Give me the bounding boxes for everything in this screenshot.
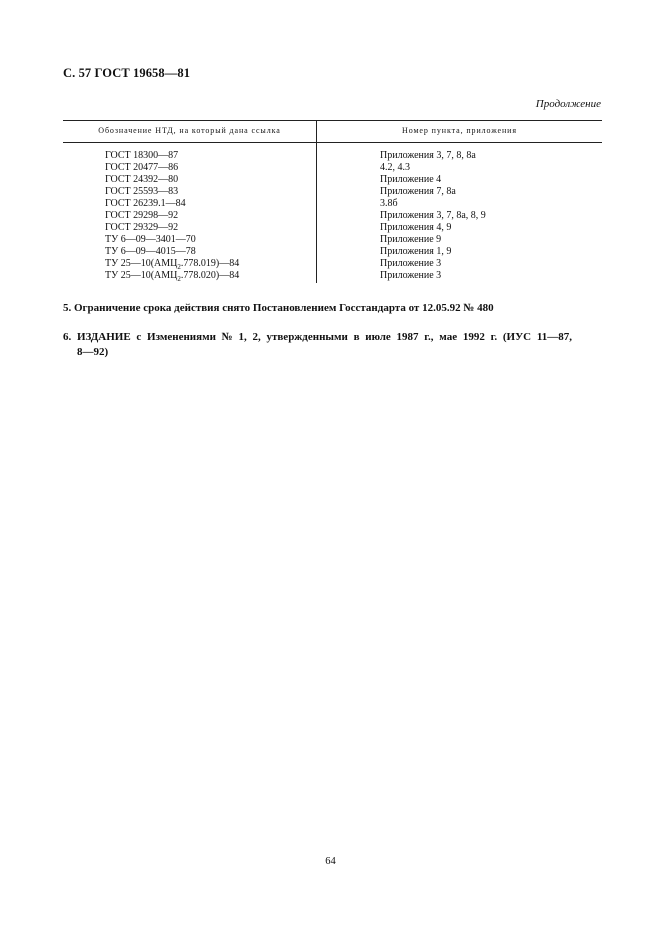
- document-cell: ГОСТ 26239.1—84: [105, 198, 186, 209]
- page-number: 64: [325, 856, 336, 867]
- table-row: [63, 270, 602, 282]
- table-row: [63, 174, 602, 186]
- table-row: [63, 210, 602, 222]
- document-cell: ТУ 6—09—3401—70: [105, 234, 196, 245]
- table-row: [63, 258, 602, 270]
- reference-cell: Приложение 3: [380, 270, 442, 281]
- document-cell-subscript: 2: [177, 275, 181, 283]
- table-row: [63, 198, 602, 210]
- column-header-reference: Номер пункта, приложения: [402, 126, 517, 135]
- reference-cell: 4.2, 4.3: [380, 162, 410, 173]
- document-cell: [105, 270, 239, 285]
- document-cell-tail: .778.020)—84: [180, 270, 240, 281]
- page-header: С. 57 ГОСТ 19658—81: [63, 66, 191, 80]
- document-cell-tail: .778.019)—84: [180, 258, 240, 269]
- table-row: [63, 246, 602, 258]
- reference-cell: 3.8б: [380, 198, 398, 209]
- reference-cell: Приложения 3, 7, 8, 8а: [380, 150, 476, 161]
- document-cell: ГОСТ 18300—87: [105, 150, 179, 161]
- reference-cell: Приложения 4, 9: [380, 222, 452, 233]
- document-cell: ГОСТ 24392—80: [105, 174, 179, 185]
- document-cell-main: ТУ 25—10(АМЦ: [105, 258, 178, 269]
- table-row: [63, 222, 602, 234]
- reference-cell: Приложение 3: [380, 258, 442, 269]
- reference-cell: Приложения 7, 8а: [380, 186, 456, 197]
- reference-cell: Приложение 9: [380, 234, 442, 245]
- document-cell-main: ТУ 25—10(АМЦ: [105, 270, 178, 281]
- section-5-validity: 5. Ограничение срока действия снято Постановлением Госстандарта от 12.05.92 № 480: [63, 302, 494, 314]
- section-6-edition: [63, 330, 603, 360]
- table-top-rule: [63, 120, 602, 121]
- reference-cell: Приложения 3, 7, 8а, 8, 9: [380, 210, 486, 221]
- table-row: [63, 162, 602, 174]
- document-cell: ГОСТ 29298—92: [105, 210, 179, 221]
- reference-cell: Приложение 4: [380, 174, 442, 185]
- continuation-label: Продолжение: [535, 98, 601, 110]
- table-body: [63, 150, 602, 282]
- table-row: [63, 186, 602, 198]
- section-6-line-1: 6. ИЗДАНИЕ с Изменениями № 1, 2, утвержденными в июле 1987 г., мае 1992 г. (ИУС 11—87,: [63, 331, 572, 343]
- document-cell: ГОСТ 25593—83: [105, 186, 179, 197]
- document-cell: ГОСТ 20477—86: [105, 162, 179, 173]
- table-header-rule: [63, 142, 602, 143]
- table-row: [63, 234, 602, 246]
- column-header-document: Обозначение НТД, на который дана ссылка: [98, 126, 281, 135]
- document-cell: ТУ 6—09—4015—78: [105, 246, 196, 257]
- document-cell: ГОСТ 29329—92: [105, 222, 179, 233]
- table-row: [63, 150, 602, 162]
- document-cell-subscript: 2: [177, 263, 181, 271]
- reference-cell: Приложения 1, 9: [380, 246, 452, 257]
- section-6-line-2: 8—92): [77, 346, 109, 358]
